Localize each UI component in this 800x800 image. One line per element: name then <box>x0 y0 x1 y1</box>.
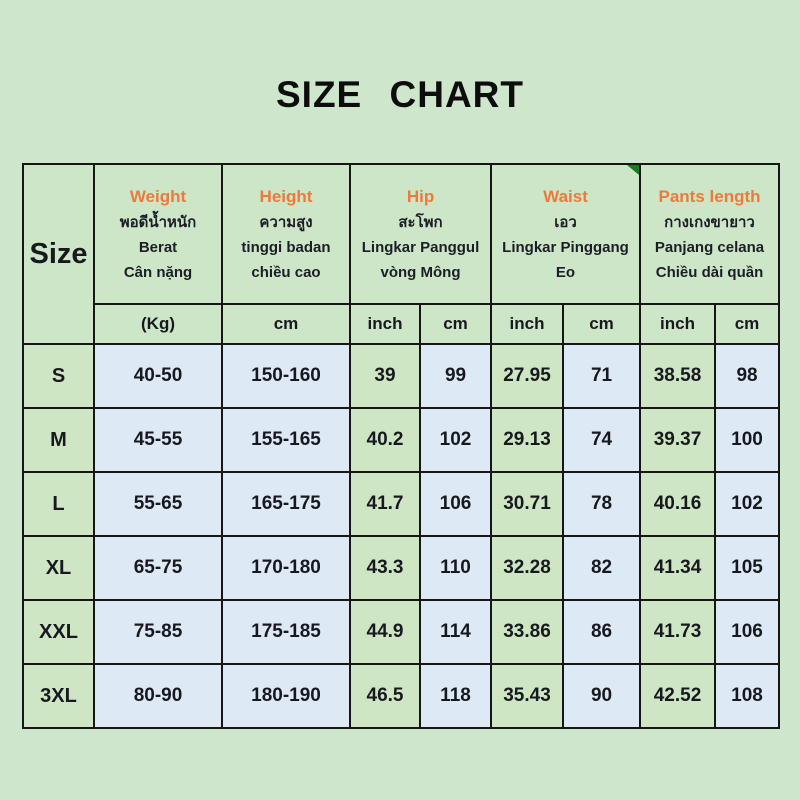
table-row-xxl <box>23 600 779 664</box>
size-cell: XL <box>23 536 94 600</box>
value-cell: 99 <box>420 344 491 408</box>
value-cell: 39 <box>350 344 420 408</box>
value-cell: 55-65 <box>94 472 222 536</box>
value-cell: 71 <box>563 344 640 408</box>
waist-label: Waist <box>543 186 588 206</box>
value-cell: 108 <box>715 664 779 728</box>
column-header-weight <box>94 164 222 304</box>
column-header-pants-length <box>640 164 779 304</box>
value-cell: 175-185 <box>222 600 350 664</box>
value-cell: 32.28 <box>491 536 563 600</box>
value-cell: 65-75 <box>94 536 222 600</box>
column-header-height <box>222 164 350 304</box>
value-cell: 106 <box>715 600 779 664</box>
table-row-l <box>23 472 779 536</box>
green-triangle-marker-icon <box>627 165 639 176</box>
value-cell: 39.37 <box>640 408 715 472</box>
value-cell: 86 <box>563 600 640 664</box>
hip-vietnamese: vòng Mông <box>380 263 461 281</box>
unit-hip-cm: cm <box>420 304 491 344</box>
value-cell: 35.43 <box>491 664 563 728</box>
unit-hip-inch: inch <box>350 304 420 344</box>
unit-height-cm: cm <box>222 304 350 344</box>
value-cell: 40.16 <box>640 472 715 536</box>
waist-thai: เอว <box>554 213 577 231</box>
value-cell: 100 <box>715 408 779 472</box>
value-cell: 105 <box>715 536 779 600</box>
size-cell: 3XL <box>23 664 94 728</box>
table-row-xl <box>23 536 779 600</box>
size-cell: L <box>23 472 94 536</box>
value-cell: 40.2 <box>350 408 420 472</box>
waist-indonesian: Lingkar Pinggang <box>502 238 629 256</box>
value-cell: 118 <box>420 664 491 728</box>
weight-thai: พอดีน้ำหนัก <box>119 213 197 231</box>
size-column-header: Size <box>23 164 94 344</box>
value-cell: 75-85 <box>94 600 222 664</box>
value-cell: 41.7 <box>350 472 420 536</box>
height-vietnamese: chiều cao <box>251 263 321 281</box>
weight-indonesian: Berat <box>138 238 178 256</box>
value-cell: 45-55 <box>94 408 222 472</box>
table-row-3xl <box>23 664 779 728</box>
value-cell: 170-180 <box>222 536 350 600</box>
value-cell: 180-190 <box>222 664 350 728</box>
hip-indonesian: Lingkar Panggul <box>361 238 480 256</box>
value-cell: 114 <box>420 600 491 664</box>
unit-waist-cm: cm <box>563 304 640 344</box>
value-cell: 150-160 <box>222 344 350 408</box>
value-cell: 46.5 <box>350 664 420 728</box>
size-chart-table <box>22 163 780 729</box>
size-cell: S <box>23 344 94 408</box>
pants-length-vietnamese: Chiều dài quần <box>655 263 764 281</box>
value-cell: 110 <box>420 536 491 600</box>
value-cell: 155-165 <box>222 408 350 472</box>
value-cell: 42.52 <box>640 664 715 728</box>
value-cell: 44.9 <box>350 600 420 664</box>
unit-pants-inch: inch <box>640 304 715 344</box>
value-cell: 40-50 <box>94 344 222 408</box>
pants-length-indonesian: Panjang celana <box>654 238 765 256</box>
value-cell: 106 <box>420 472 491 536</box>
table-row-s <box>23 344 779 408</box>
unit-weight-kg: (Kg) <box>94 304 222 344</box>
value-cell: 38.58 <box>640 344 715 408</box>
value-cell: 30.71 <box>491 472 563 536</box>
column-header-hip <box>350 164 491 304</box>
column-header-waist <box>491 164 640 304</box>
height-label: Height <box>259 186 313 206</box>
value-cell: 90 <box>563 664 640 728</box>
value-cell: 41.73 <box>640 600 715 664</box>
height-thai: ความสูง <box>259 213 313 231</box>
value-cell: 33.86 <box>491 600 563 664</box>
unit-waist-inch: inch <box>491 304 563 344</box>
value-cell: 165-175 <box>222 472 350 536</box>
value-cell: 102 <box>715 472 779 536</box>
pants-length-label: Pants length <box>658 186 761 206</box>
page-title: SIZE CHART <box>276 74 524 115</box>
value-cell: 29.13 <box>491 408 563 472</box>
size-cell: XXL <box>23 600 94 664</box>
weight-label: Weight <box>129 186 187 206</box>
value-cell: 41.34 <box>640 536 715 600</box>
value-cell: 78 <box>563 472 640 536</box>
value-cell: 102 <box>420 408 491 472</box>
size-cell: M <box>23 408 94 472</box>
table-row-m <box>23 408 779 472</box>
height-indonesian: tinggi badan <box>241 238 331 256</box>
value-cell: 98 <box>715 344 779 408</box>
hip-label: Hip <box>406 186 435 206</box>
waist-vietnamese: Eo <box>555 263 576 281</box>
value-cell: 43.3 <box>350 536 420 600</box>
hip-thai: สะโพก <box>398 213 443 231</box>
value-cell: 82 <box>563 536 640 600</box>
unit-pants-cm: cm <box>715 304 779 344</box>
pants-length-thai: กางเกงขายาว <box>664 213 755 231</box>
weight-vietnamese: Cân nặng <box>123 263 193 281</box>
value-cell: 74 <box>563 408 640 472</box>
value-cell: 80-90 <box>94 664 222 728</box>
value-cell: 27.95 <box>491 344 563 408</box>
